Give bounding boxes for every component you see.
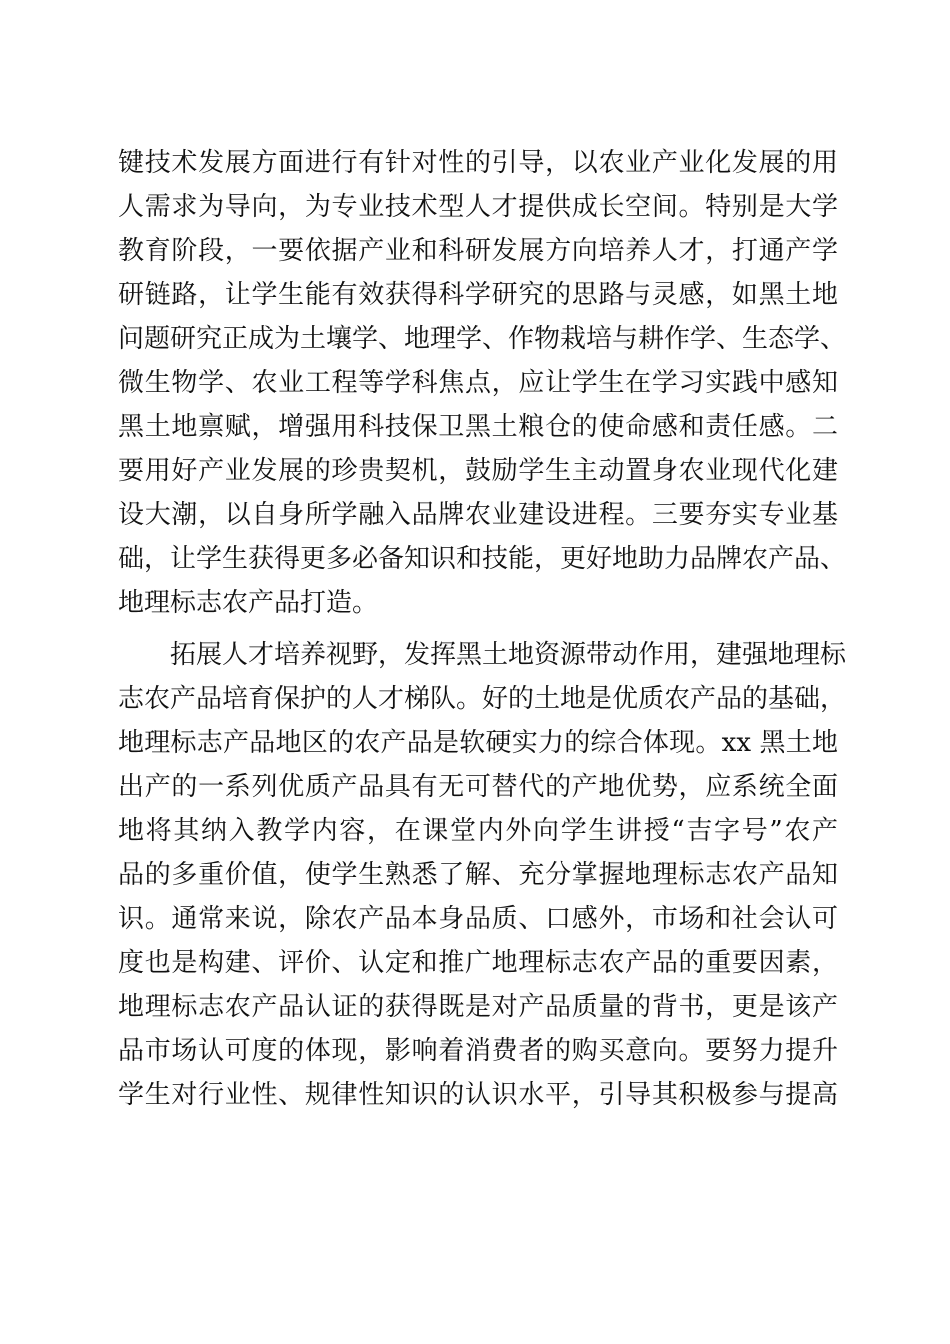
paragraph-2-line-6: 品的多重价值，使学生熟悉了解、充分掌握地理标志农产品知 xyxy=(118,860,838,890)
paragraph-1-line-6: 微生物学、农业工程等学科焦点，应让学生在学习实践中感知 xyxy=(118,368,838,398)
paragraph-1-line-10: 础，让学生获得更多必备知识和技能，更好地助力品牌农产品、 xyxy=(118,544,847,574)
paragraph-1-line-9: 设大潮，以自身所学融入品牌农业建设进程。三要夯实专业基 xyxy=(118,500,838,530)
paragraph-2-line-10: 品市场认可度的体现，影响着消费者的购买意向。要努力提升 xyxy=(118,1036,838,1066)
paragraph-1-line-2: 人需求为导向，为专业技术型人才提供成长空间。特别是大学 xyxy=(118,192,838,222)
paragraph-2-line-8: 度也是构建、评价、认定和推广地理标志农产品的重要因素， xyxy=(118,948,838,978)
paragraph-2-line-2: 志农产品培育保护的人才梯队。好的土地是优质农产品的基础， xyxy=(118,684,847,714)
paragraph-2-line-11: 学生对行业性、规律性知识的认识水平，引导其积极参与提高 xyxy=(118,1080,838,1110)
paragraph-2-line-5: 地将其纳入教学内容，在课堂内外向学生讲授“吉字号”农产 xyxy=(118,816,838,846)
paragraph-2-line-4: 出产的一系列优质产品具有无可替代的产地优势，应系统全面 xyxy=(118,772,838,802)
paragraph-1-line-7: 黑土地禀赋，增强用科技保卫黑土粮仓的使命感和责任感。二 xyxy=(118,412,838,442)
paragraph-2-line-3: 地理标志产品地区的农产品是软硬实力的综合体现。xx 黑土地 xyxy=(118,728,838,758)
paragraph-1-line-11: 地理标志农产品打造。 xyxy=(118,588,379,618)
paragraph-1-line-4: 研链路，让学生能有效获得科学研究的思路与灵感，如黑土地 xyxy=(118,280,838,310)
paragraph-1-line-1: 键技术发展方面进行有针对性的引导，以农业产业化发展的用 xyxy=(118,148,838,178)
paragraph-2-line-9: 地理标志农产品认证的获得既是对产品质量的背书，更是该产 xyxy=(118,992,838,1022)
paragraph-2-line-1: 拓展人才培养视野，发挥黑土地资源带动作用，建强地理标 xyxy=(170,640,847,670)
paragraph-1-line-3: 教育阶段，一要依据产业和科研发展方向培养人才，打通产学 xyxy=(118,236,838,266)
paragraph-1-line-8: 要用好产业发展的珍贵契机，鼓励学生主动置身农业现代化建 xyxy=(118,456,838,486)
paragraph-1-line-5: 问题研究正成为土壤学、地理学、作物栽培与耕作学、生态学、 xyxy=(118,324,847,354)
paragraph-2-line-7: 识。通常来说，除农产品本身品质、口感外，市场和社会认可 xyxy=(118,904,838,934)
